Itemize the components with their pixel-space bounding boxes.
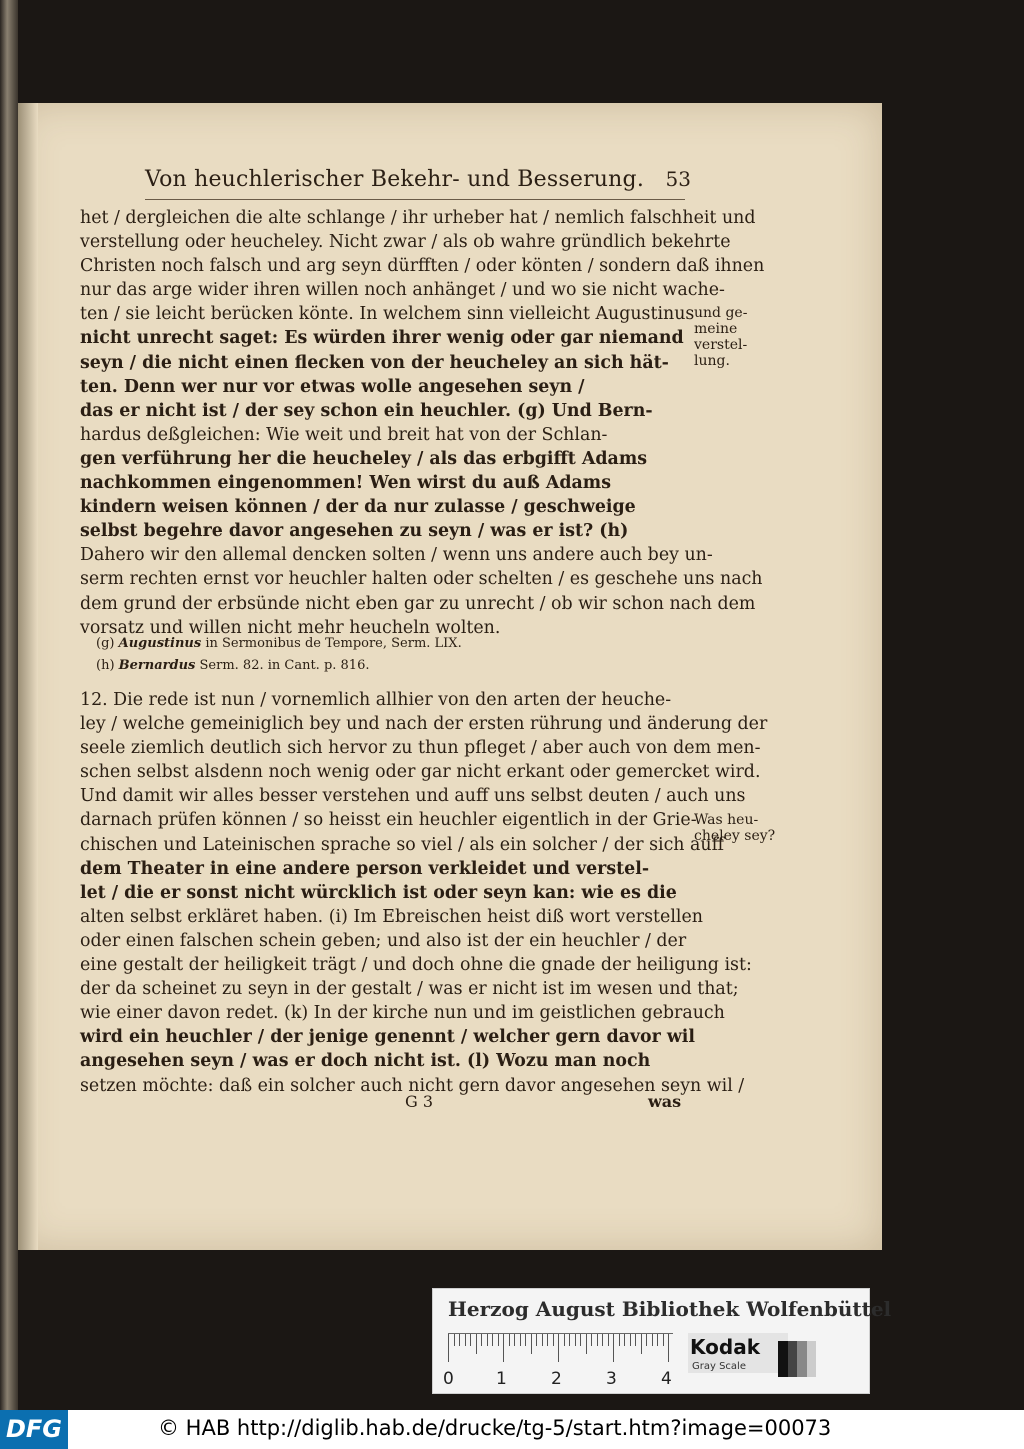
- library-color-scale-card: [432, 1288, 892, 1394]
- ruler-tick: [663, 1334, 664, 1346]
- catchword: was: [648, 1092, 682, 1111]
- footnote-h: [96, 655, 596, 677]
- text-line: schen selbst alsdenn noch wenig oder gar nicht erkant oder gemercket wird.: [80, 762, 761, 783]
- footnote-g: [96, 633, 596, 655]
- text-line: vorsatz und willen nicht mehr heucheln wolten.: [80, 617, 501, 638]
- library-name: Herzog August Bibliothek Wolfenbüttel: [448, 1297, 892, 1321]
- ruler-tick: [498, 1334, 499, 1346]
- ruler-tick: [476, 1334, 477, 1354]
- footnote-reference: Serm. 82. in Cant. p. 816.: [199, 658, 370, 673]
- ruler-tick: [492, 1334, 493, 1346]
- signature-mark: G 3: [405, 1092, 434, 1111]
- ruler-tick: [591, 1334, 592, 1346]
- text-line: gen verführung her die heucheley / als das erbgifft Adams: [80, 448, 648, 469]
- footnote-reference: in Sermonibus de Tempore, Serm. LIX.: [205, 636, 462, 651]
- footnote-mark: (h): [96, 658, 115, 673]
- ruler-tick: [602, 1334, 603, 1346]
- text-line: dem Theater in eine andere person verkleidet und verstel-: [80, 858, 650, 879]
- ruler-tick: [470, 1334, 471, 1346]
- ruler-tick: [657, 1334, 658, 1346]
- text-line: nachkommen eingenommen! Wen wirst du auß Adams: [80, 473, 611, 494]
- footer-bar: [0, 1410, 1024, 1449]
- text-line: chischen und Lateinischen sprache so viel / als ein solcher / der sich auff: [80, 834, 724, 855]
- ruler-tick: [553, 1334, 554, 1346]
- copyright-text[interactable]: © HAB http://diglib.hab.de/drucke/tg-5/start.htm?image=00073: [158, 1416, 832, 1440]
- margin-note-line: Was heu-: [694, 812, 759, 828]
- ruler-tick: [531, 1334, 532, 1354]
- running-header: [145, 165, 691, 200]
- text-line: serm rechten ernst vor heuchler halten oder schelten / es geschehe uns nach: [80, 569, 763, 590]
- text-line: selbst begehre davor angesehen zu seyn / was er ist? (h): [80, 521, 629, 542]
- margin-note-line: verstel-: [694, 337, 748, 353]
- ruler-tick: [520, 1334, 521, 1346]
- ruler-number: 2: [551, 1369, 562, 1389]
- ruler-scale: [448, 1333, 673, 1364]
- text-line: der da scheinet zu seyn in der gestalt / was er nicht ist im wesen und that;: [80, 979, 739, 1000]
- footnotes: [96, 633, 596, 677]
- text-line: Und damit wir alles besser verstehen und auff uns selbst deuten / auch uns: [80, 786, 746, 807]
- ruler-tick: [454, 1334, 455, 1346]
- ruler-tick: [586, 1334, 587, 1354]
- text-line: eine gestalt der heiligkeit trägt / und doch ohne die gnade der heiligung ist:: [80, 955, 752, 976]
- text-line: nur das arge wider ihren willen noch anhänget / und wo sie nicht wache-: [80, 280, 725, 301]
- running-header-title: Von heuchlerischer Bekehr- und Besserung.: [145, 167, 645, 192]
- ruler-number: 0: [443, 1369, 454, 1389]
- margin-note-line: und ge-: [694, 305, 748, 321]
- kodak-gray-scale: [688, 1333, 788, 1373]
- ruler-tick: [580, 1334, 581, 1346]
- ruler-tick: [547, 1334, 548, 1346]
- page-number: 53: [665, 167, 691, 191]
- ruler-tick: [542, 1334, 543, 1346]
- text-line: kindern weisen können / der da nur zulasse / geschweige: [80, 497, 636, 518]
- margin-note-2: [694, 812, 775, 844]
- ruler-tick: [613, 1334, 614, 1362]
- ruler-tick: [448, 1334, 449, 1362]
- ruler-tick: [558, 1334, 559, 1362]
- text-line: verstellung oder heucheley. Nicht zwar / als ob wahre gründlich bekehrte: [80, 232, 731, 253]
- dfg-logo: DFG: [0, 1410, 68, 1449]
- text-line: seele ziemlich deutlich sich hervor zu thun pfleget / aber auch von dem men-: [80, 738, 761, 759]
- text-line: dem grund der erbsünde nicht eben gar zu unrecht / ob wir schon nach dem: [80, 593, 756, 614]
- text-line: angesehen seyn / was er doch nicht ist. (l) Wozu man noch: [80, 1051, 651, 1072]
- ruler-tick: [509, 1334, 510, 1346]
- footnote-author: Bernardus: [118, 658, 196, 673]
- kodak-logo: Kodak: [690, 1335, 760, 1359]
- text-line: oder einen falschen schein geben; und also ist der ein heuchler / der: [80, 930, 687, 951]
- text-line: setzen möchte: daß ein solcher auch nicht gern davor angesehen seyn wil /: [80, 1075, 745, 1096]
- margin-note-line: lung.: [694, 353, 730, 369]
- text-line: wie einer davon redet. (k) In der kirche nun und im geistlichen gebrauch: [80, 1003, 725, 1024]
- kodak-subtitle: Gray Scale: [692, 1361, 746, 1372]
- ruler-tick: [597, 1334, 598, 1346]
- ruler-tick: [652, 1334, 653, 1346]
- text-line: ten. Denn wer nur vor etwas wolle angesehen seyn /: [80, 376, 585, 397]
- ruler-tick: [465, 1334, 466, 1346]
- ruler-number: 1: [496, 1369, 507, 1389]
- footnote-mark: (g): [96, 636, 115, 651]
- text-line: alten selbst erkläret haben. (i) Im Ebreischen heist diß wort verstellen: [80, 906, 703, 927]
- ruler-tick: [668, 1334, 669, 1362]
- ruler-tick: [608, 1334, 609, 1346]
- ruler-number: 4: [661, 1369, 672, 1389]
- book-edge: [0, 0, 18, 1410]
- text-line: wird ein heuchler / der jenige genennt / welcher gern davor wil: [80, 1027, 696, 1048]
- ruler-tick: [514, 1334, 515, 1346]
- ruler-tick: [459, 1334, 460, 1346]
- ruler-tick: [646, 1334, 647, 1346]
- ruler-tick: [619, 1334, 620, 1346]
- ruler-tick: [564, 1334, 565, 1346]
- margin-note-1: [694, 305, 747, 369]
- text-line: hardus deßgleichen: Wie weit und breit hat von der Schlan-: [80, 424, 608, 445]
- ruler-tick: [635, 1334, 636, 1346]
- ruler-tick: [641, 1334, 642, 1354]
- text-line: das er nicht ist / der sey schon ein heuchler. (g) Und Bern-: [80, 400, 653, 421]
- text-line: Christen noch falsch und arg seyn dürfften / oder könten / sondern daß ihnen: [80, 256, 765, 277]
- ruler-number: 3: [606, 1369, 617, 1389]
- text-line: ten / sie leicht berücken könte. In welchem sinn vielleicht Augustinus: [80, 304, 695, 325]
- text-line: het / dergleichen die alte schlange / ihr urheber hat / nemlich falschheit und: [80, 208, 756, 228]
- ruler-tick: [624, 1334, 625, 1346]
- page-spine-shadow: [18, 103, 38, 1250]
- margin-note-line: meine: [694, 321, 738, 337]
- ruler-tick: [525, 1334, 526, 1346]
- ruler-tick: [481, 1334, 482, 1346]
- text-line: darnach prüfen können / so heisst ein heuchler eigentlich in der Grie-: [80, 810, 697, 831]
- footnote-author: Augustinus: [118, 636, 202, 651]
- ruler-tick: [536, 1334, 537, 1346]
- text-line: seyn / die nicht einen flecken von der heucheley an sich hät-: [80, 352, 669, 373]
- ruler-tick: [503, 1334, 504, 1362]
- copyright-link[interactable]: [158, 1416, 831, 1440]
- ruler-tick: [575, 1334, 576, 1346]
- margin-note-line: cheley sey?: [694, 828, 776, 844]
- text-line: let / die er sonst nicht würcklich ist oder seyn kan: wie es die: [80, 882, 677, 903]
- ruler-tick: [487, 1334, 488, 1346]
- text-line: Dahero wir den allemal dencken solten / wenn uns andere auch bey un-: [80, 545, 713, 566]
- text-line: 12. Die rede ist nun / vornemlich allhier von den arten der heuche-: [80, 690, 672, 710]
- text-line: nicht unrecht saget: Es würden ihrer wenig oder gar niemand: [80, 328, 684, 349]
- ruler-tick: [569, 1334, 570, 1346]
- ruler-tick: [630, 1334, 631, 1346]
- text-line: ley / welche gemeiniglich bey und nach der ersten rührung und änderung der: [80, 714, 768, 735]
- gray-patches: [778, 1341, 816, 1377]
